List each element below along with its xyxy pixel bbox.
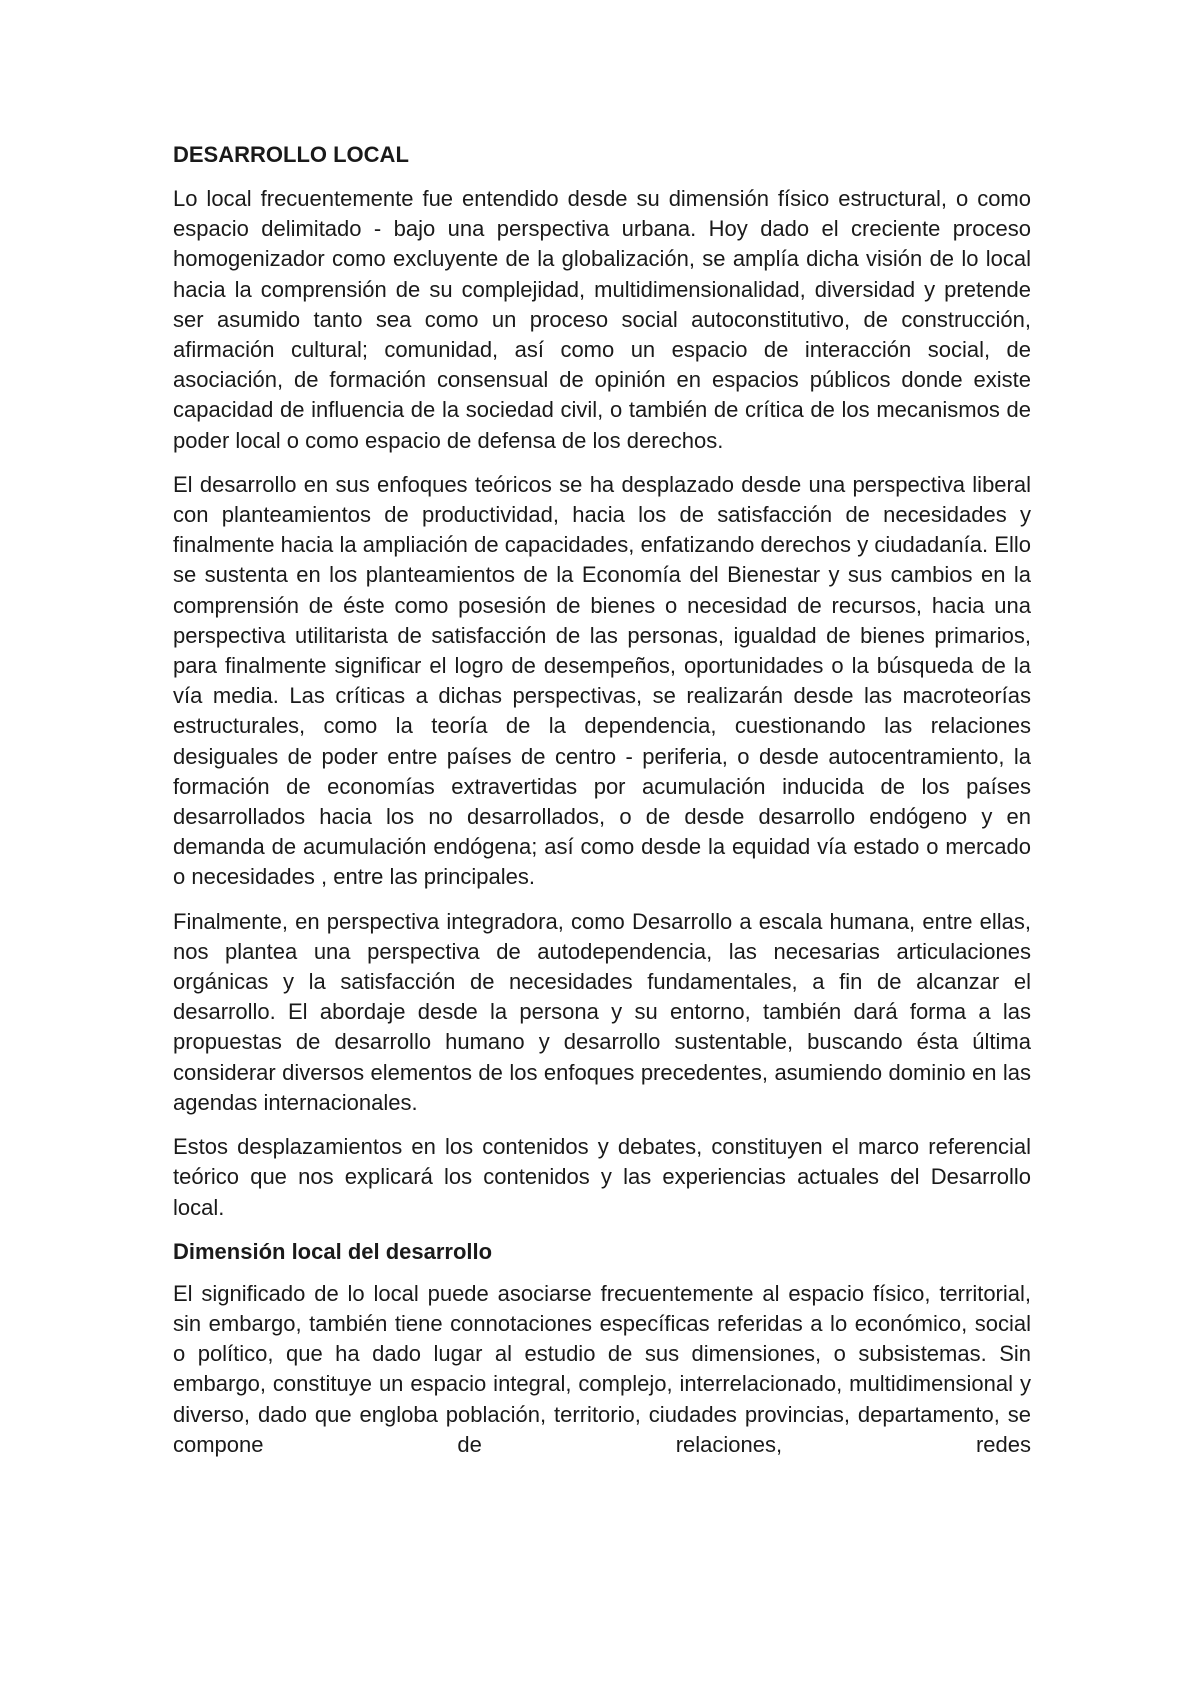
paragraph-integrative-perspective: Finalmente, en perspectiva integradora, como Desarrollo a escala humana, entre ellas, nos plantea una perspectiva de autodependencia, las necesarias articulaciones orgánicas y la satisfacción de necesidades fundamentales, a fin de alcanzar el desarrollo. El abordaje desde la persona y su entorno, también dará forma a las propuestas de desarrollo humano y desarrollo sustentable, buscando ésta última considerar diversos elementos de los enfoques precedentes, asumiendo dominio en las agendas internacionales. <box>173 908 1031 1115</box>
document-title: DESARROLLO LOCAL <box>173 142 409 167</box>
paragraph-development-theories: El desarrollo en sus enfoques teóricos se ha desplazado desde una perspectiva liberal con planteamientos de productividad, hacia los de satisfacción de necesidades y finalmente hacia la ampliación de capacidades, enfatizando derechos y ciudadanía. Ello se sustenta en los planteamientos de la Economía del Bienestar y sus cambios en la comprensión de éste como posesión de bienes o necesidad de recursos, hacia una perspectiva utilitarista de satisfacción de las personas, igualdad de bienes primarios, para finalmente significar el logro de desempeños, oportunidades o la búsqueda de la vía media. Las críticas a dichas perspectivas, se realizarán desde las macroteorías estructurales, como la teoría de la dependencia, cuestionando las relaciones desiguales de poder entre países de centro - periferia, o desde autocentramiento, la formación de economías extravertidas por acumulación inducida de los países desarrollados hacia los no desarrollados, o de desde desarrollo endógeno y en demanda de acumulación endógena; así como desde la equidad vía estado o mercado o necesidades , entre las principales. <box>173 471 1031 890</box>
paragraph-reference-framework: Estos desplazamientos en los contenidos y debates, constituyen el marco referencial teórico que nos explicará los contenidos y las experiencias actuales del Desarrollo local. <box>173 1134 1031 1220</box>
paragraph-local-meaning: El significado de lo local puede asociarse frecuentemente al espacio físico, territorial, sin embargo, también tiene connotaciones específicas referidas a lo económico, social o político, que ha dado lugar al estudio de sus dimensiones, o subsistemas. Sin embargo, constituye un espacio integral, complejo, interrelacionado, multidimensional y diverso, dado que engloba población, territorio, ciudades provincias, departamento, se compone de relaciones, redes <box>173 1280 1031 1457</box>
document-page <box>173 140 1031 1474</box>
section-heading: Dimensión local del desarrollo <box>173 1238 493 1264</box>
paragraph-local-concept: Lo local frecuentemente fue entendido desde su dimensión físico estructural, o como espacio delimitado - bajo una perspectiva urbana. Hoy dado el creciente proceso homogenizador como excluyente de la globalización, se amplía dicha visión de lo local hacia la comprensión de su complejidad, multidimensionalidad, diversidad y pretende ser asumido tanto sea como un proceso social autoconstitutivo, de construcción, afirmación cultural; comunidad, así como un espacio de interacción social, de asociación, de formación consensual de opinión en espacios públicos donde existe capacidad de influencia de la sociedad civil, o también de crítica de los mecanismos de poder local o como espacio de defensa de los derechos. <box>173 186 1031 453</box>
